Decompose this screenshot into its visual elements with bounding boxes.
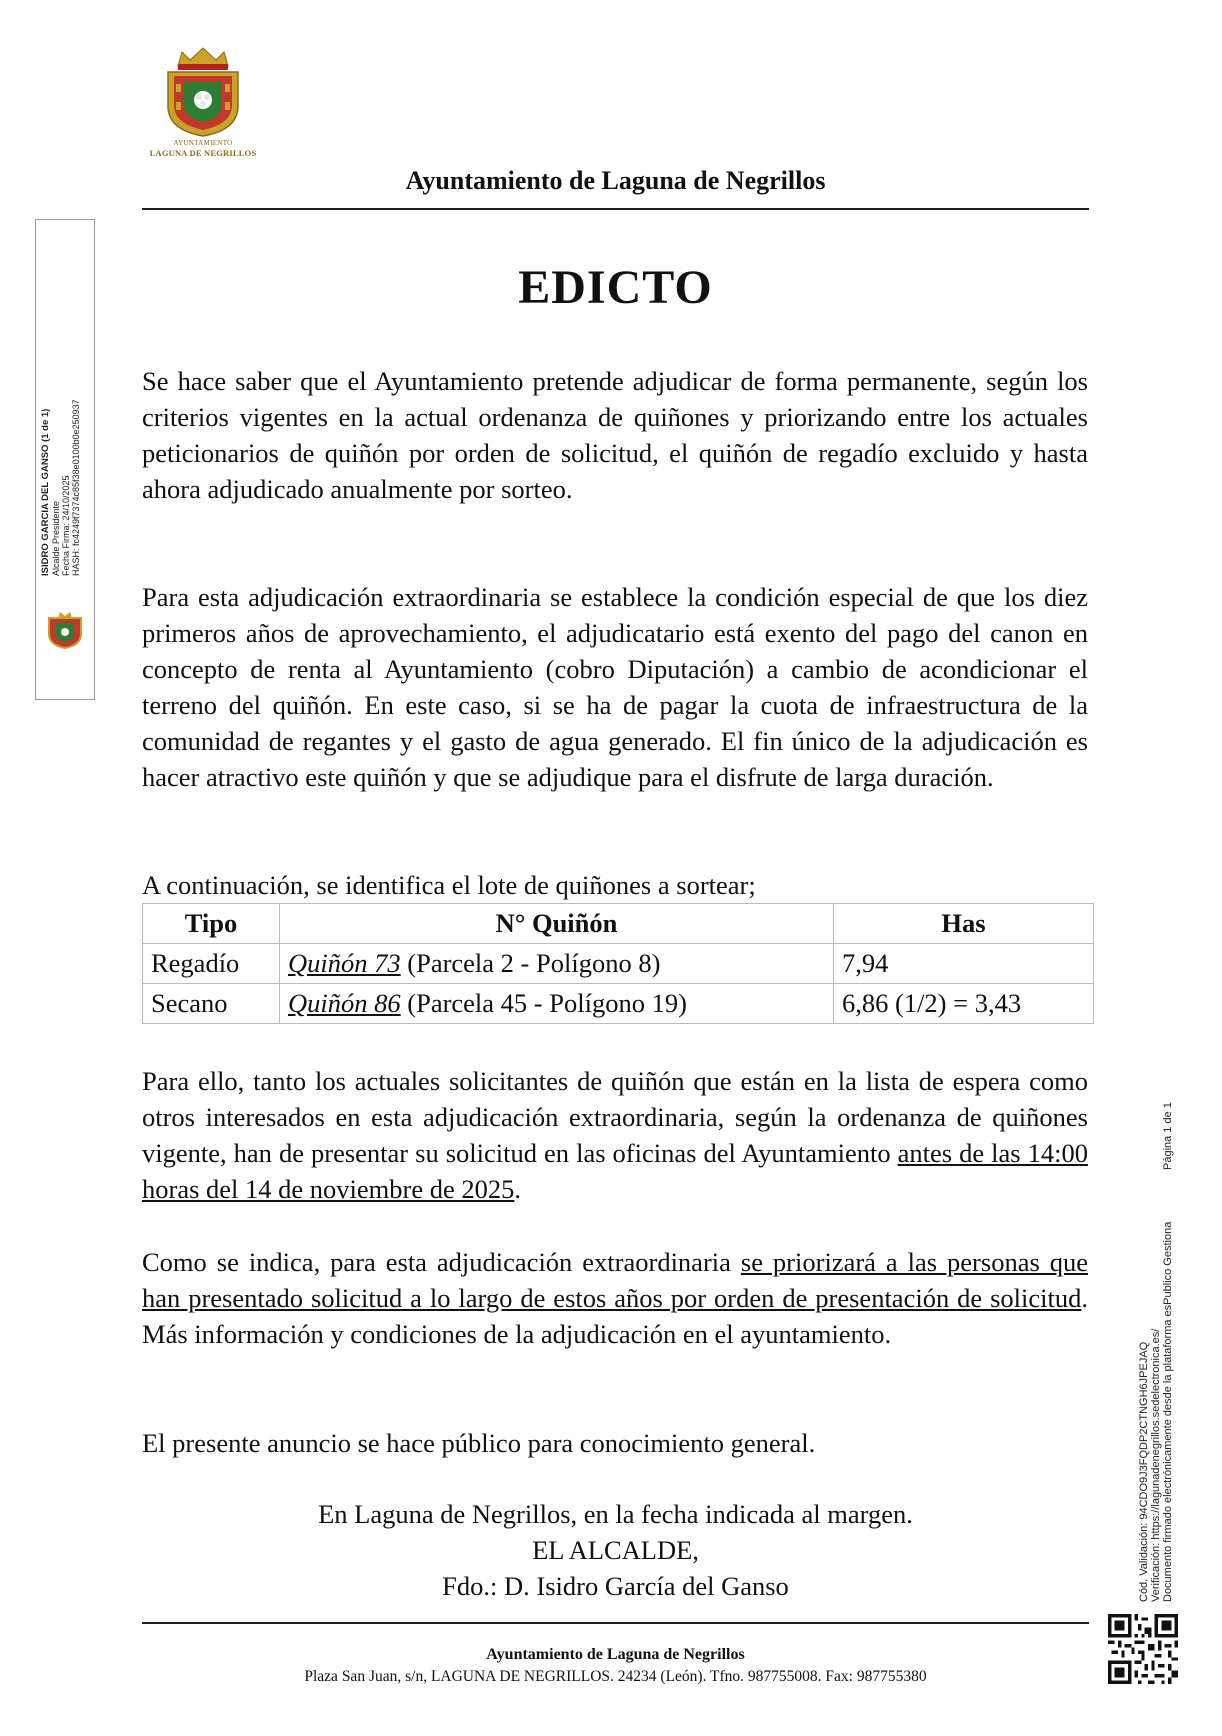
logo-line-2: LAGUNA DE NEGRILLOS bbox=[149, 148, 257, 158]
paragraph-4-end: . Más información y condiciones de la adjudicación en el ayuntamiento. bbox=[142, 1283, 1088, 1349]
paragraph-4 bbox=[142, 1244, 1088, 1352]
lots-table bbox=[142, 903, 1094, 1024]
footer-address: Plaza San Juan, s/n, LAGUNA DE NEGRILLOS. 24234 (León). Tfno. 987755008. Fax: 987755380 bbox=[304, 1668, 927, 1685]
paragraph-4-start: Como se indica, para esta adjudicación extraordinaria bbox=[142, 1247, 741, 1277]
cell-tipo: Secano bbox=[143, 984, 280, 1024]
cell-quinon bbox=[280, 984, 834, 1024]
coat-of-arms-icon bbox=[41, 610, 89, 650]
col-header-quinon: N° Quiñón bbox=[280, 904, 834, 944]
verification-code: Cód. Validación: 94CDO9J3FQDP2CTNGH6JPEJAQ bbox=[1138, 1341, 1150, 1602]
cell-quinon bbox=[280, 944, 834, 984]
paragraph-3 bbox=[142, 1063, 1088, 1207]
deadline-text: antes de las 14:00 horas del 14 de noviembre de 2025 bbox=[142, 1138, 1088, 1204]
table-row bbox=[143, 984, 1094, 1024]
quinon-detail: (Parcela 45 - Polígono 19) bbox=[400, 988, 687, 1018]
cell-has: 6,86 (1/2) = 3,43 bbox=[834, 984, 1094, 1024]
page-number: Página 1 de 1 bbox=[1162, 1102, 1174, 1170]
signature-role: EL ALCALDE, bbox=[532, 1535, 699, 1565]
cell-has: 7,94 bbox=[834, 944, 1094, 984]
document-heading: EDICTO bbox=[518, 261, 713, 314]
coat-of-arms-icon bbox=[138, 44, 268, 139]
quinon-link[interactable]: Quiñón 73 bbox=[288, 948, 401, 978]
quinon-link[interactable]: Quiñón 86 bbox=[288, 988, 401, 1018]
quinon-detail: (Parcela 2 - Polígono 8) bbox=[400, 948, 661, 978]
paragraph-3-end: . bbox=[514, 1174, 521, 1204]
stamp-signer-role: Alcalde Presidente bbox=[51, 500, 61, 576]
logo-line-1: AYUNTAMIENTO bbox=[173, 139, 233, 147]
paragraph-5: El presente anuncio se hace público para conocimiento general. bbox=[142, 1428, 816, 1458]
cell-tipo: Regadío bbox=[143, 944, 280, 984]
signature-place-date: En Laguna de Negrillos, en la fecha indicada al margen. bbox=[318, 1499, 913, 1529]
stamp-signer-name: ISIDRO GARCIA DEL GANSO (1 de 1) bbox=[40, 408, 51, 576]
header-divider bbox=[142, 208, 1089, 210]
stamp-sign-date: Fecha Firma: 24/10/2025 bbox=[61, 475, 71, 576]
paragraph-3-start: Para ello, tanto los actuales solicitantes de quiñón que están en la lista de espera como otros interesados en esta adjudicación extraordinaria, según la ordenanza de quiñones vigente, han de presentar su solicitud en las oficinas del Ayuntamiento bbox=[142, 1066, 1088, 1168]
verification-url[interactable]: Verificación: https://lagunadenegrillos.sedelectronica.es/ bbox=[1150, 1328, 1162, 1602]
signature-name: Fdo.: D. Isidro García del Ganso bbox=[442, 1571, 789, 1601]
signature-stamp bbox=[35, 219, 95, 700]
table-row bbox=[143, 944, 1094, 984]
paragraph-1: Se hace saber que el Ayuntamiento pretende adjudicar de forma permanente, según los criterios vigentes en la actual ordenanza de quiñones y priorizando entre los actuales peticionarios de quiñón por orden de solicitud, el quiñón de regadío excluido y hasta ahora adjudicado anualmente por sorteo. bbox=[142, 366, 1088, 504]
paragraph-2: Para esta adjudicación extraordinaria se establece la condición especial de que los diez primeros años de aprovechamiento, el adjudicatario está exento del pago del canon en concepto de renta al Ayuntamiento (cobro Diputación) a cambio de acondicionar el terreno del quiñón. En este caso, si se ha de pagar la cuota de infraestructura de la comunidad de regantes y el gasto de agua generado. El fin único de la adjudicación es hacer atractivo este quiñón y que se adjudique para el disfrute de larga duración. bbox=[142, 582, 1088, 792]
col-header-tipo: Tipo bbox=[143, 904, 280, 944]
header-title: Ayuntamiento de Laguna de Negrillos bbox=[405, 166, 826, 195]
table-header-row bbox=[143, 904, 1094, 944]
col-header-has: Has bbox=[834, 904, 1094, 944]
verification-signed-note: Documento firmado electrónicamente desde la plataforma esPublico Gestiona bbox=[1162, 1221, 1174, 1602]
priority-text: se priorizará a las personas que han presentado solicitud a lo largo de estos años por orden de presentación de solicitud bbox=[142, 1247, 1089, 1313]
lot-intro: A continuación, se identifica el lote de quiñones a sortear; bbox=[142, 870, 756, 900]
qr-code-icon[interactable] bbox=[1108, 1614, 1178, 1684]
stamp-hash: HASH: fc4249f7374c85f38e0100b0e250937 bbox=[71, 399, 81, 576]
footer-title: Ayuntamiento de Laguna de Negrillos bbox=[486, 1646, 745, 1663]
footer-divider bbox=[142, 1622, 1089, 1624]
municipal-logo bbox=[138, 44, 268, 162]
